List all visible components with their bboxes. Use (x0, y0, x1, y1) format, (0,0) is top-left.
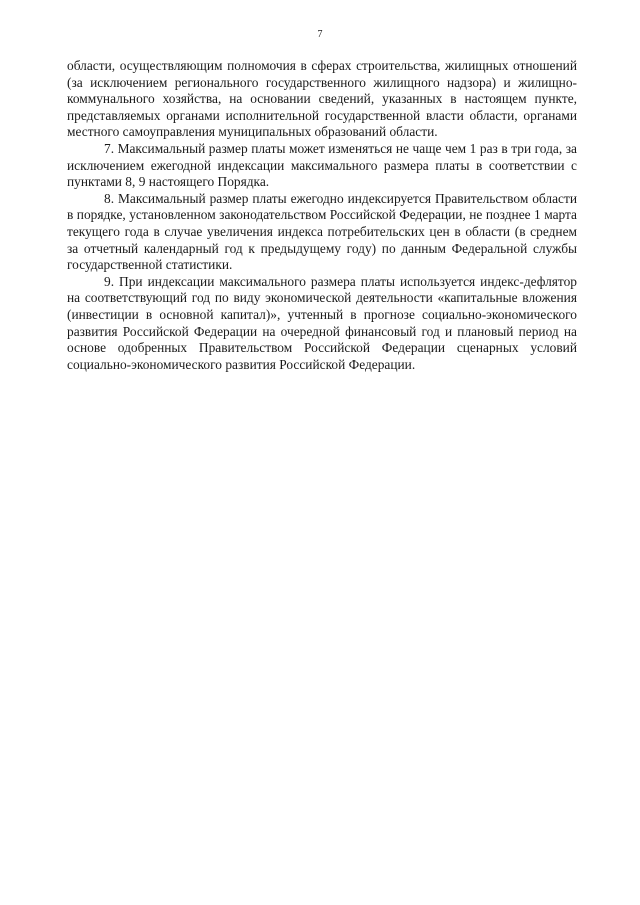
paragraph-item-8: 8. Максимальный размер платы ежегодно индексируется Правительством области в порядке, установленном законодательством Российской Федерации, не позднее 1 марта текущего года в случае увеличения индекса потребительских цен в области (в среднем за отчетный календарный год к предыдущему году) по данным Федеральной службы государственной статистики. (67, 190, 577, 273)
page-number: 7 (317, 29, 323, 40)
document-body (67, 58, 577, 373)
paragraph-continuation: области, осуществляющим полномочия в сферах строительства, жилищных отношений (за исключением регионального государственного жилищного надзора) и жилищно-коммунального хозяйства, на основании сведений, указанных в настоящем пункте, представляемых органами исполнительной государственной власти области, органами местного самоуправления муниципальных образований области. (67, 58, 577, 140)
paragraph-item-7: 7. Максимальный размер платы может изменяться не чаще чем 1 раз в три года, за исключением ежегодной индексации максимального размера платы в соответствии с пунктами 8, 9 настоящего Порядка. (67, 140, 577, 190)
paragraph-item-9: 9. При индексации максимального размера платы используется индекс-дефлятор на соответствующий год по виду экономической деятельности «капитальные вложения (инвестиции в основной капитал)», учтенный в прогнозе социально-экономического развития Российской Федерации на очередной финансовый год и плановый период на основе одобренных Правительством Российской Федерации сценарных условий социально-экономического развития Российской Федерации. (67, 273, 577, 372)
